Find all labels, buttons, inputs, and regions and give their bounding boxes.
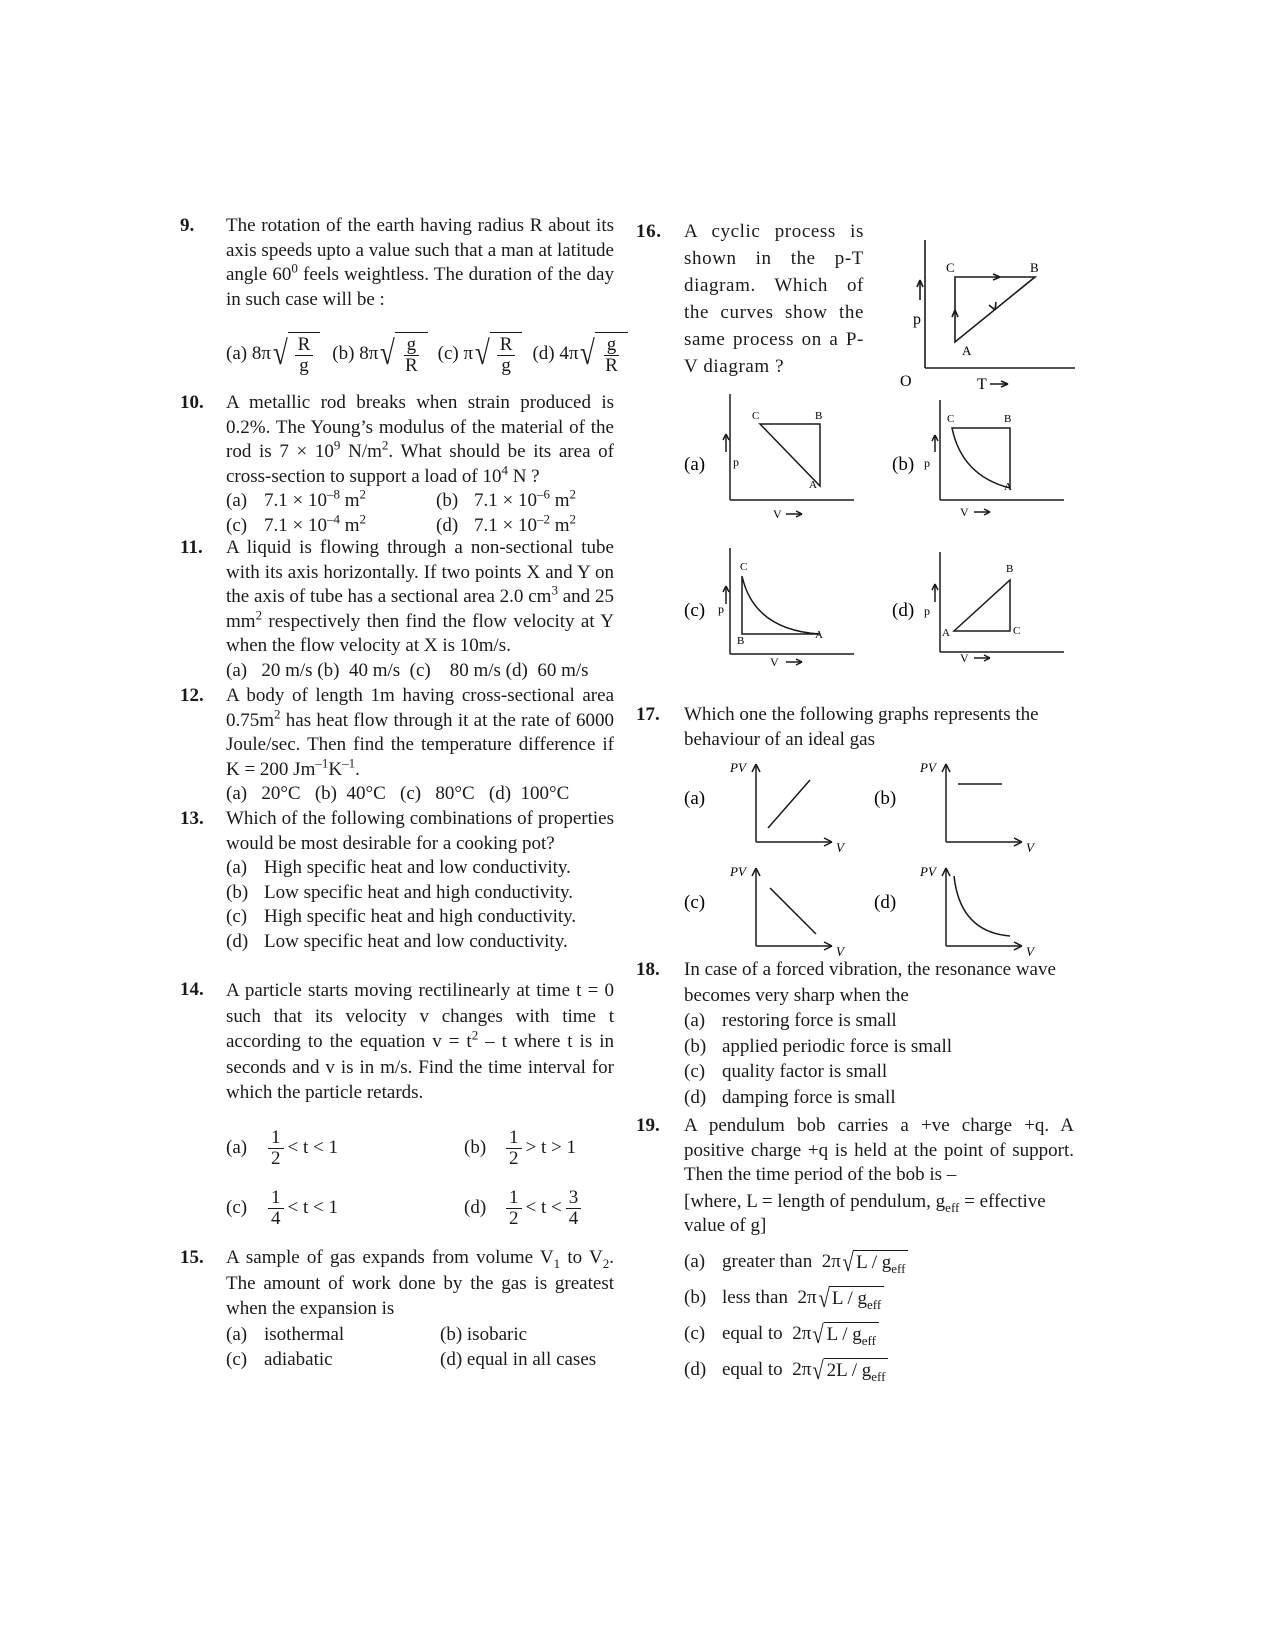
option-label: (a) bbox=[684, 454, 706, 475]
option-c: (c) $\frac{1}{4}$ < t < 1 bbox=[226, 1187, 338, 1229]
option-a: (a) 8π √ $\frac{R}{g}$ bbox=[226, 332, 320, 376]
question-text: In case of a forced vibration, the resonance wave becomes very sharp when the bbox=[684, 959, 1056, 1006]
question-text: A pendulum bob carries a +ve charge +q. A positive charge +q is held at the point of support. Then the time period of the bob is – bbox=[684, 1115, 1074, 1185]
question-number: 16. bbox=[636, 221, 662, 242]
question-text: The rotation of the earth having radius R about its axis speeds upto a value such that a man at latitude angle $60^0$ feels weightless. The duration of the day in such case will be : bbox=[226, 215, 614, 310]
question-17 bbox=[636, 703, 1074, 752]
point-label-c: C bbox=[752, 410, 760, 422]
q17-option-c bbox=[684, 862, 874, 962]
option-b: (b) Low specific heat and high conductivity. bbox=[226, 881, 574, 903]
option-c: (c) $7.1 \times 10^{-4}$ $m^2$ bbox=[226, 511, 366, 536]
option-d: (d) Low specific heat and low conductivity. bbox=[226, 930, 568, 952]
option-label: (d) bbox=[892, 600, 915, 621]
option-d: (d) equal in all cases bbox=[440, 1349, 597, 1370]
axis-label-pv: PV bbox=[730, 864, 746, 879]
option-a: (a) $\frac{1}{2}$ < t < 1 bbox=[226, 1127, 338, 1169]
options bbox=[226, 1122, 614, 1236]
option-a: (a) restoring force is small bbox=[684, 1010, 897, 1031]
option-d: (d) equal to 2π √ $2L / g_{eff}$ bbox=[684, 1353, 1074, 1389]
axis-label-v: V bbox=[1026, 944, 1034, 959]
q16-option-d bbox=[892, 552, 1072, 682]
options bbox=[226, 1322, 614, 1373]
question-12 bbox=[180, 684, 614, 807]
question-16 bbox=[636, 218, 864, 380]
q16-option-a bbox=[684, 394, 864, 534]
option-b: (b) 8π √ $\frac{g}{R}$ bbox=[332, 332, 427, 376]
question-18 bbox=[636, 957, 1074, 1110]
option-d: (d) $\frac{1}{2}$ < t < $\frac{3}{4}$ bbox=[464, 1188, 614, 1229]
option-label: (c) bbox=[684, 892, 706, 913]
question-19 bbox=[636, 1114, 1074, 1389]
cycle-path bbox=[952, 428, 1010, 488]
axis-label-p: p bbox=[924, 604, 930, 618]
question-number: 15. bbox=[180, 1247, 204, 1268]
point-label-a: A bbox=[1004, 481, 1012, 493]
option-c: (c) adiabatic bbox=[226, 1349, 333, 1370]
option-b: (b) $7.1 \times 10^{-6}$ $m^2$ bbox=[436, 486, 576, 511]
point-label-a: A bbox=[962, 343, 972, 358]
point-label-c: C bbox=[946, 260, 955, 275]
axis-label-v: V bbox=[770, 655, 779, 669]
point-label-c: C bbox=[740, 561, 748, 573]
cycle-path bbox=[954, 580, 1010, 631]
options: (a) 20°C (b) 40°C (c) 80°C (d) 100°C bbox=[226, 783, 570, 804]
point-label-a: A bbox=[942, 627, 950, 639]
point-label-b: B bbox=[1004, 413, 1012, 425]
options bbox=[684, 1245, 1074, 1389]
axis-label-pv: PV bbox=[920, 760, 936, 775]
point-label-c: C bbox=[947, 413, 955, 425]
q17-option-a bbox=[684, 758, 874, 858]
axis-label-p: p bbox=[913, 311, 921, 328]
q16-option-c bbox=[684, 548, 864, 678]
question-number: 14. bbox=[180, 979, 204, 1000]
question-number: 13. bbox=[180, 808, 204, 829]
option-a: (a) High specific heat and low conductivity. bbox=[226, 857, 571, 878]
question-text: Which one the following graphs represents the behaviour of an ideal gas bbox=[684, 704, 1039, 750]
options bbox=[684, 1008, 1074, 1110]
q17-option-b bbox=[874, 758, 1064, 858]
option-d: (d) 4π √ $\frac{g}{R}$ bbox=[532, 332, 627, 376]
question-number: 18. bbox=[636, 959, 660, 980]
question-11 bbox=[180, 536, 614, 683]
point-label-b: B bbox=[1030, 260, 1039, 275]
axis-label-p: p bbox=[733, 455, 739, 469]
graph-line bbox=[770, 888, 816, 934]
option-label: (a) bbox=[684, 788, 706, 809]
option-a: (a) $7.1 \times 10^{-8}$ $m^2$ bbox=[226, 486, 366, 511]
point-label-a: A bbox=[815, 629, 823, 641]
q16-pt-diagram bbox=[880, 240, 1080, 390]
question-number: 19. bbox=[636, 1115, 660, 1136]
option-b: (b) $\frac{1}{2}$ > t > 1 bbox=[464, 1127, 576, 1169]
option-d: (d) $7.1 \times 10^{-2}$ $m^2$ bbox=[436, 511, 576, 536]
axis-label-pv: PV bbox=[920, 864, 936, 879]
question-13 bbox=[180, 807, 614, 954]
option-c: (c) π √ $\frac{R}{g}$ bbox=[438, 332, 523, 376]
option-a: (a) isothermal bbox=[226, 1323, 345, 1345]
q17-option-d bbox=[874, 862, 1064, 962]
option-label: (b) bbox=[874, 788, 897, 809]
question-10 bbox=[180, 391, 615, 538]
axis-label-p: p bbox=[718, 602, 724, 616]
option-a: (a) greater than 2π √ L / $g_{eff}$ bbox=[684, 1245, 1074, 1281]
option-d: (d) damping force is small bbox=[684, 1086, 896, 1108]
options bbox=[226, 856, 614, 954]
question-9 bbox=[180, 214, 618, 376]
question-text: A cyclic process is shown in the p-T diagram. Which of the curves show the same process on a P-V diagram ? bbox=[684, 221, 864, 377]
question-number: 9. bbox=[180, 215, 195, 236]
option-b: (b) isobaric bbox=[440, 1323, 528, 1345]
option-c: (c) High specific heat and high conductivity. bbox=[226, 906, 577, 927]
option-label: (b) bbox=[892, 454, 915, 475]
point-label-c: C bbox=[1013, 625, 1021, 637]
axis-label-v: V bbox=[1026, 840, 1034, 855]
option-c: (c) quality factor is small bbox=[684, 1061, 888, 1082]
question-text: A sample of gas expands from volume $V_1$ to $V_2$. The amount of work done by the gas is greatest when the expansion is bbox=[226, 1247, 614, 1319]
origin-label: O bbox=[900, 373, 912, 390]
axis-label-v: V bbox=[960, 651, 969, 665]
graph-line bbox=[768, 780, 810, 828]
cycle-path bbox=[760, 424, 820, 486]
option-label: (c) bbox=[684, 600, 706, 621]
point-label-b: B bbox=[815, 410, 823, 422]
options bbox=[226, 486, 614, 538]
question-text: A body of length 1m having cross-sectional area $0.75m^2$ has heat flow through it at the rate of 6000 Joule/sec. Then find the temperature difference if K = 200 $Jm^{-1}K^{-1}$. bbox=[226, 685, 614, 780]
question-text: A metallic rod breaks when strain produced is 0.2%. The Young’s modulus of the material of the rod is $7 \times 10^9$ $N/m^2$. What should be its area of cross-section to support a load of $10^4$ N ? bbox=[226, 392, 615, 487]
question-text: A liquid is flowing through a non-sectional tube with its axis horizontally. If two points X and Y on the axis of tube has a sectional area 2.0 $cm^3$ and 25 $mm^2$ respectively then find the flow velocity at Y when the flow velocity at X is 10m/s. bbox=[226, 537, 614, 656]
axis-label-v: V bbox=[836, 944, 844, 959]
axis-label-v: V bbox=[836, 840, 844, 855]
question-15 bbox=[180, 1245, 614, 1373]
axis-label-v: V bbox=[960, 505, 969, 519]
question-text: A particle starts moving rectilinearly at time t = 0 such that its velocity v changes with time t according to the equation $v = t^2 - t$ where t is in seconds and v is in m/s. Find the time interval for which the particle retards. bbox=[226, 980, 614, 1103]
where-note: [where, L = length of pendulum, $g_{eff}$ = effective value of g] bbox=[684, 1190, 1046, 1236]
question-number: 10. bbox=[180, 392, 204, 413]
question-number: 17. bbox=[636, 704, 660, 725]
options: (a) 20 m/s (b) 40 m/s (c) 80 m/s (d) 60 m/s bbox=[226, 659, 589, 681]
axis-label-p: p bbox=[924, 456, 930, 470]
question-number: 11. bbox=[180, 537, 203, 558]
axis-label-v: V bbox=[773, 507, 782, 521]
cycle-path bbox=[742, 576, 820, 634]
question-14 bbox=[180, 978, 614, 1236]
point-label-b: B bbox=[1006, 563, 1014, 575]
graph-curve bbox=[954, 876, 1010, 936]
option-b: (b) applied periodic force is small bbox=[684, 1035, 953, 1057]
option-c: (c) equal to 2π √ L / $g_{eff}$ bbox=[684, 1317, 1074, 1353]
options bbox=[226, 332, 618, 376]
point-label-b: B bbox=[737, 635, 745, 647]
q16-option-b bbox=[892, 400, 1072, 530]
axis-label-pv: PV bbox=[730, 760, 746, 775]
question-text: Which of the following combinations of properties would be most desirable for a cooking pot? bbox=[226, 808, 614, 854]
option-b: (b) less than 2π √ L / $g_{eff}$ bbox=[684, 1281, 1074, 1317]
axis-label-t: T bbox=[977, 376, 987, 390]
point-label-a: A bbox=[809, 479, 817, 491]
question-number: 12. bbox=[180, 685, 204, 706]
option-label: (d) bbox=[874, 892, 897, 913]
